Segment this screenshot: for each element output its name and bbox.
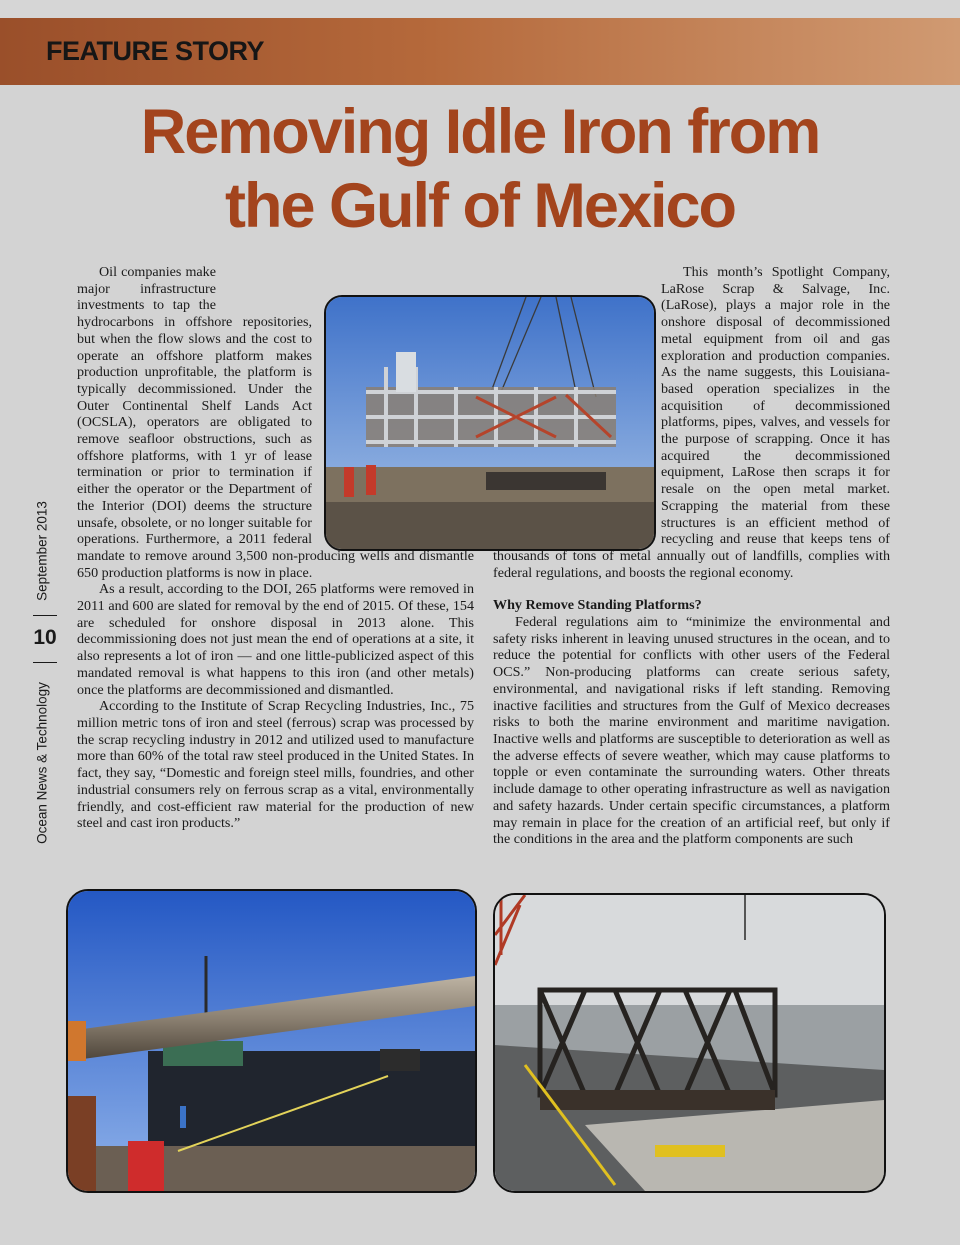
top-margin — [0, 0, 960, 18]
section-banner — [0, 18, 960, 85]
article-paragraph: Federal regulations aim to “minimize the environmental and safety risks inherent in leaving unused structures in the ocean, and to reduce the potential for conflicts with other users of the Federal OCS.” Non-producing platforms can create serious safety, environmental, and navigational risks if left standing. Removing inactive facilities and structures from the Gulf of Mexico decreases risks to both the marine environment and maritime navigation. Inactive wells and platforms are susceptible to deterioration as well as the adverse effects of severe weather, which may cause platforms to topple or even contaminate the surrounding waters. Other threats include damage to other operating infrastructure as well as navigation and safety hazards. Under certain specific circumstances, a platform may remain in place for the creation of an artificial reef, but only if the conditions in the area and the platform components are such — [493, 614, 890, 848]
barnacled-pipe-photo — [66, 889, 477, 1193]
headline-line-2: the Gulf of Mexico — [224, 171, 736, 241]
sidebar-divider — [33, 615, 57, 616]
issue-date: September 2013 — [34, 501, 50, 601]
page-number: 10 — [33, 626, 57, 649]
article-column-left — [77, 264, 474, 832]
sidebar-divider — [33, 662, 57, 663]
article-headline — [40, 95, 920, 243]
article-column-right — [493, 264, 890, 848]
publication-name: Ocean News & Technology — [34, 681, 50, 844]
article-paragraph: This month’s Spotlight Company, LaRose Scrap & Salvage, Inc. (LaRose), plays a major role in the onshore disposal of decommissioned metal equipment from oil and gas exploration and production companies. As the name suggests, this Louisiana-based operation specializes in the acquisition of decommissioned platforms, pipes, valves, and vessels for the purpose of scrapping. Once it has acquired the decommissioned equipment, LaRose then scraps it for resale on the open metal market. Scrapping the material from these structures is an efficient method of recycling and reuse that keeps tens of thousands of tons of metal annually out of landfills, complies with federal regulations, and boosts the regional economy. — [493, 264, 890, 581]
jacket-on-barge-image — [495, 895, 884, 1191]
barnacled-pipe-image — [68, 891, 475, 1191]
article-paragraph: As a result, according to the DOI, 265 platforms were removed in 2011 and 600 are slated for removal by the end of 2015. Of these, 154 are scheduled for onshore disposal in 2013 alone. This decommissioning does not just mean the end of operations at a site, it also represents a lot of iron — and one little-publicized aspect of this mandated removal is what happens to this iron (and other metals) once the platforms are decommissioned and dismantled. — [77, 581, 474, 698]
jacket-on-barge-photo — [493, 893, 886, 1193]
article-paragraph: According to the Institute of Scrap Recycling Industries, Inc., 75 million metric tons of iron and steel (ferrous) scrap was processed by the scrap recycling industry in 2012 and utilized used to manufacture more than 60% of the total raw steel produced in the United States. In fact, they say, “Domestic and foreign steel mills, foundries, and other industrial consumers rely on ferrous scrap as a vital, environmentally friendly, and cost-efficient raw material for the production of new steel and cast iron products.” — [77, 698, 474, 832]
section-heading: Why Remove Standing Platforms? — [493, 597, 702, 614]
section-label: FEATURE STORY — [46, 36, 265, 66]
headline-line-1: Removing Idle Iron from — [140, 97, 820, 167]
article-paragraph: Oil companies make major infrastructure investments to tap the hydrocarbons in offshore repositories, but when the flow slows and the cost to operate an offshore platform makes production unprofitable, the platform is typically decommissioned. Under the Outer Continental Shelf Lands Act (OCSLA), operators are obligated to remove seafloor obstructions, such as offshore platforms, with 1 yr of lease termination or prior to termination if either the operator or the Department of the Interior (DOI) deems the structure unsafe, obsolete, or no longer suitable for operations. Furthermore, a 2011 federal mandate to remove around 3,500 non-producing wells and dismantle 650 production platforms is now in place. — [77, 264, 474, 581]
